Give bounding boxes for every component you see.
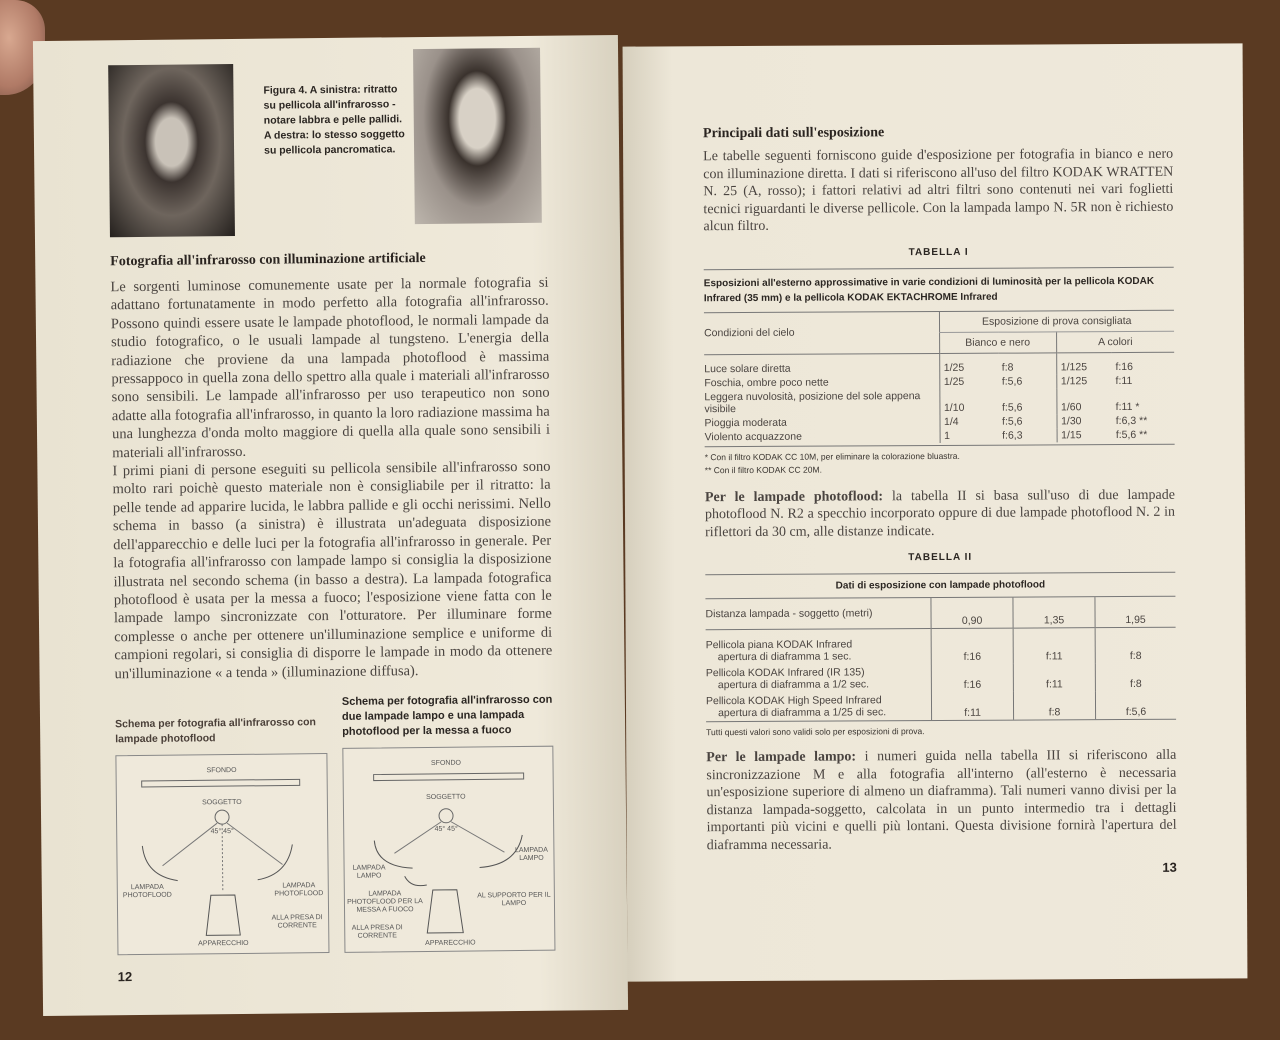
portrait-infrared-photo bbox=[108, 64, 235, 237]
table-cell: Foschia, ombre poco nette bbox=[704, 376, 829, 389]
table2-note: Tutti questi valori sono validi solo per esposizioni di prova. bbox=[706, 719, 1176, 737]
label-support: AL SUPPORTO PER IL LAMPO bbox=[477, 891, 551, 908]
col-header-condition: Condizioni del cielo bbox=[704, 311, 939, 354]
para-text: la tabella II si basa sull'uso di due lampade photoflood N. R2 a specchio incorporato oppure di due lampade photoflood N. 2 in riflettori da 30 cm, alle distanze indicate. bbox=[704, 487, 1176, 540]
table-cell: f:8 bbox=[1001, 361, 1014, 374]
film-cell bbox=[706, 629, 932, 666]
table-cell: Violento acquazzone bbox=[704, 430, 802, 443]
film-aperture: apertura di diaframma a 1/2 sec. bbox=[717, 678, 870, 692]
section-heading: Fotografia all'infrarosso con illuminazione artificiale bbox=[110, 250, 426, 270]
table-cell: 1/30 bbox=[1057, 414, 1112, 428]
label-soggetto: SOGGETTO bbox=[426, 793, 466, 801]
label-camera: APPARECCHIO bbox=[425, 939, 476, 947]
table-cell: Pioggia moderata bbox=[704, 416, 787, 429]
table-cell: 1/15 bbox=[1057, 428, 1112, 442]
paragraph: Le sorgenti luminose comunemente usate per la normale fotografia si adattano fortunatamente in modo perfetto alla fotografia all'infrarosso. Possono quindi essere usate le lampade photoflood, le normali lampade da studio fotografico, o le usuali lampade al tungsteno. L'energia della radiazione che proviene da una lampada photoflood è massima pressappoco in quella zona dello spettro alla quale i materiali all'infrarosso sono sensibili. Le lampade all'infrarosso per uso terapeutico non sono adatte alla fotografia all'infrarosso, in quanto la loro radiazione massima ha una lunghezza d'onda molto maggiore di quella alla quale sono sensibili i materiali all'infrarosso. bbox=[110, 274, 551, 461]
table-cell: f:5,6 bbox=[1001, 375, 1023, 388]
left-page bbox=[33, 35, 628, 1016]
table-row bbox=[705, 427, 1175, 443]
label-lamp-left: LAMPADA PHOTOFLOOD bbox=[122, 883, 172, 900]
table-cell: f:11 * bbox=[1115, 400, 1140, 413]
para-text: i numeri guida nella tabella III si riferiscono alla sincronizzazione M e alla fotografia all'interno (all'esterno è necessaria un'esposizione superiore di almeno un diaframma). Tali numeri vanno divisi per la distanza lampada-soggetto, calcolata in un punto intermedio tra i dettagli importanti più vicini e quelli più lontani. Questa divisione fornirà l'apertura del diaframma necessaria. bbox=[706, 747, 1177, 853]
table1 bbox=[704, 266, 1175, 476]
footnote: ** Con il filtro KODAK CC 20M. bbox=[704, 464, 822, 475]
film-cell bbox=[706, 692, 932, 721]
label-sfondo: SFONDO bbox=[430, 759, 462, 767]
film-name: Pellicola piana KODAK Infrared bbox=[705, 638, 853, 652]
diagram-photoflood bbox=[115, 753, 329, 955]
label-lamp-right: LAMPADA PHOTOFLOOD bbox=[274, 882, 324, 898]
para-lead: Per le lampade photoflood: bbox=[704, 488, 884, 505]
table-cell: 1 bbox=[940, 428, 999, 442]
label-camera: APPARECCHIO bbox=[198, 939, 249, 948]
para-lead: Per le lampade lampo: bbox=[706, 749, 857, 766]
table2-label: TABELLA II bbox=[908, 551, 973, 564]
table-cell: 1/60 bbox=[1056, 388, 1111, 414]
table-cell: Leggera nuvolosità, posizione del sole appena visibile bbox=[704, 389, 921, 415]
label-angles: 45° 45° bbox=[210, 827, 234, 836]
table-cell: 1/4 bbox=[939, 414, 998, 428]
col-header: 1,35 bbox=[1013, 597, 1095, 628]
table-cell: f:16 bbox=[931, 628, 1013, 664]
intro-paragraph: Le tabelle seguenti forniscono guide d'esposizione per fotografia in bianco e nero con illuminazione diretta. I dati si riferiscono all'uso del filtro KODAK WRATTEN N. 25 (A, rosso); i fattori relativi ad altri filtri sono contenuti nei vari foglietti tecnici riguardanti le diverse pellicole. Con la lampada lampo N. 5R non è richiesto alcun filtro. bbox=[703, 146, 1174, 235]
table1-label: TABELLA I bbox=[908, 246, 969, 258]
film-name: Pellicola KODAK Infrared (IR 135) bbox=[705, 666, 865, 680]
table-row bbox=[706, 691, 1176, 721]
table-cell: 1/125 bbox=[1056, 374, 1111, 388]
table-cell: Luce solare diretta bbox=[704, 362, 791, 375]
diagram2-title: Schema per fotografia all'infrarosso con due lampade lampo e una lampada photoflood per la messa a fuoco bbox=[341, 693, 553, 738]
label-lamp-right: LAMPADA LAMPO bbox=[514, 846, 548, 862]
col-header-bw: Bianco e nero bbox=[939, 331, 1056, 353]
table-row bbox=[704, 387, 1174, 415]
film-aperture: apertura di diaframma 1 sec. bbox=[717, 650, 852, 664]
figure-caption: Figura 4. A sinistra: ritratto su pellicola all'infrarosso - notare labbra e pelle pallidi. A destra: lo stesso soggetto su pellicola pancromatica. bbox=[263, 83, 405, 157]
table-cell: 1/25 bbox=[939, 374, 998, 388]
portrait-panchromatic-photo bbox=[413, 48, 542, 224]
table-row bbox=[706, 663, 1176, 693]
photoflood-paragraph bbox=[705, 486, 1175, 541]
table-cell: f:16 bbox=[1115, 360, 1134, 373]
table-cell: f:5,6 ** bbox=[1115, 428, 1148, 441]
table-row bbox=[706, 627, 1176, 665]
col-header-distance: Distanza lampada - soggetto (metri) bbox=[705, 607, 873, 621]
table-cell: f:5,6 bbox=[1002, 415, 1023, 428]
table-cell: f:8 bbox=[1095, 627, 1176, 663]
table-cell: f:11 bbox=[1013, 663, 1095, 691]
table-row bbox=[704, 352, 1174, 376]
footnote: * Con il filtro KODAK CC 10M, per eliminare la colorazione bluastra. bbox=[704, 450, 960, 462]
label-lamp-left: LAMPADA LAMPO bbox=[352, 864, 386, 880]
right-page bbox=[623, 43, 1248, 981]
diagram-flash bbox=[342, 746, 555, 953]
page-number: 12 bbox=[117, 969, 133, 985]
table-cell: f:6,3 ** bbox=[1115, 414, 1148, 427]
table-cell: f:11 bbox=[1115, 374, 1133, 387]
col-header-group: Esposizione di prova consigliata bbox=[939, 310, 1174, 332]
label-focus-lamp: LAMPADA PHOTOFLOOD PER LA MESSA A FUOCO bbox=[347, 890, 423, 914]
table-cell: f:8 bbox=[1013, 691, 1095, 719]
table-cell: f:6,3 bbox=[1002, 429, 1023, 442]
col-header-color: A colori bbox=[1056, 331, 1174, 353]
table-cell: f:11 bbox=[932, 692, 1014, 720]
col-header: 0,90 bbox=[931, 598, 1013, 629]
table-cell: 1/125 bbox=[1056, 352, 1111, 374]
table-cell: f:16 bbox=[931, 664, 1013, 692]
table2-caption: Dati di esposizione con lampade photoflood bbox=[705, 573, 1175, 599]
label-power: ALLA PRESA DI CORRENTE bbox=[271, 914, 323, 930]
label-power: ALLA PRESA DI CORRENTE bbox=[351, 924, 403, 940]
table-cell: f:8 bbox=[1095, 663, 1176, 691]
col-header: 1,95 bbox=[1095, 597, 1176, 628]
section-heading: Principali dati sull'esposizione bbox=[702, 125, 885, 142]
table1-caption: Esposizioni all'esterno approssimative in varie condizioni di luminosità per la pellicola KODAK Infrared (35 mm) e la pellicola KODAK EKTACHROME Infrared bbox=[704, 267, 1174, 312]
film-cell bbox=[706, 664, 932, 693]
page-number: 13 bbox=[1162, 859, 1177, 875]
flash-paragraph bbox=[706, 747, 1177, 854]
table-cell: f:5,6 bbox=[1001, 401, 1023, 414]
label-angles: 45° 45° bbox=[434, 825, 458, 833]
diagram1-title: Schema per fotografia all'infrarosso con lampade photoflood bbox=[115, 716, 317, 746]
table-cell: f:5,6 bbox=[1095, 691, 1176, 719]
table2 bbox=[705, 572, 1176, 737]
table-cell: f:11 bbox=[1013, 628, 1095, 664]
film-aperture: apertura di diaframma a 1/25 di sec. bbox=[718, 706, 887, 720]
table-cell: 1/25 bbox=[939, 353, 998, 375]
label-sfondo: SFONDO bbox=[206, 766, 237, 775]
table-cell: 1/10 bbox=[939, 388, 998, 414]
film-name: Pellicola KODAK High Speed Infrared bbox=[705, 694, 882, 708]
label-soggetto: SOGGETTO bbox=[202, 798, 242, 807]
paragraph: I primi piani di persone eseguiti su pellicola sensibile all'infrarosso sono molto rari poichè questo materiale non è consigliabile per il ritratto: la pelle tende ad apparire lucida, le labbra pallide e gli occhi nerissimi. Nello schema in basso (a sinistra) è illustrata un'adeguata disposizione dell'apparecchio e delle luci per la fotografia all'infrarosso in generale. Per la fotografia all'infrarosso con lampade lampo si consiglia la disposizione illustrata nel secondo schema (in basso a destra). La lampada fotografica photoflood è usata per la messa a fuoco; l'esposizione viene fatta con le lampade lampo sincronizzate con l'otturatore. Per illuminare forme complesse o anche per ottenere un'illuminazione semplice e uniforme di campioni regolari, si consiglia di disporre le lampade in modo da ottenere un'illuminazione « a tenda » (illuminazione diffusa). bbox=[112, 458, 553, 682]
